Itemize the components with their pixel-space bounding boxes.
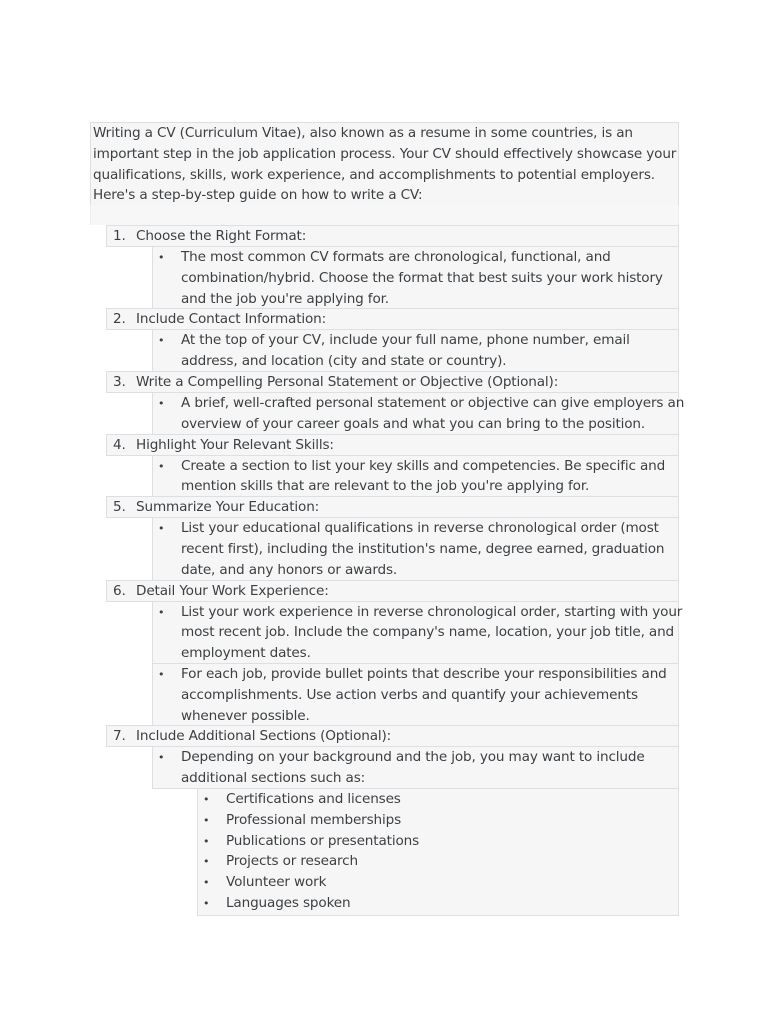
bullet-text [181, 456, 665, 498]
bullet-text [181, 518, 664, 580]
step-title: Include Additional Sections (Optional): [136, 728, 392, 745]
bullet-line: address, and location (city and state or country). [181, 353, 507, 370]
step-item [106, 580, 679, 602]
step-item [106, 225, 679, 247]
sub-list-item: Professional memberships [226, 811, 402, 828]
bullet-text [181, 247, 663, 309]
bullet-glyph: • [203, 855, 210, 869]
bullet-glyph: • [158, 334, 165, 348]
sub-list-item: Projects or research [226, 853, 358, 870]
bullet-text [181, 747, 645, 789]
bullet-text [181, 330, 630, 372]
bullet-glyph: • [158, 522, 165, 536]
bullet-glyph: • [158, 605, 165, 619]
step-number: 6. [113, 582, 126, 599]
bullet-line: combination/hybrid. Choose the format that best suits your work history [181, 269, 663, 286]
step-title: Summarize Your Education: [136, 499, 320, 516]
step-bullet [152, 746, 679, 789]
step-bullet [152, 601, 683, 664]
bullet-glyph: • [203, 813, 210, 827]
bullet-line: For each job, provide bullet points that describe your responsibilities and [181, 666, 667, 682]
bullet-line: date, and any honors or awards. [181, 561, 398, 578]
step-number: 7. [113, 728, 126, 745]
step-bullet [152, 517, 679, 580]
step-number: 1. [113, 228, 126, 244]
bullet-line: mention skills that are relevant to the job you're applying for. [181, 478, 590, 495]
bullet-line: A brief, well-crafted personal statement or objective can give employers an [181, 395, 685, 411]
sub-list-item: Volunteer work [226, 874, 327, 891]
bullet-text [181, 664, 667, 726]
bullet-line: List your educational qualifications in reverse chronological order (most [181, 520, 659, 537]
step-title: Choose the Right Format: [136, 228, 307, 244]
bullet-line: and the job you're applying for. [181, 290, 389, 307]
bullet-line: whenever possible. [181, 707, 310, 724]
bullet-line: recent first), including the institution's name, degree earned, graduation [181, 540, 665, 557]
bullet-glyph: • [203, 876, 210, 890]
bullet-glyph: • [203, 897, 210, 910]
sub-list-item: Publications or presentations [226, 832, 420, 849]
additional-sections-list [197, 788, 679, 916]
spacer-block [90, 205, 679, 225]
intro-line: important step in the job application process. Your CV should effectively showcase your [93, 145, 677, 162]
bullet-line: overview of your career goals and what you can bring to the position. [181, 415, 646, 432]
step-title: Write a Compelling Personal Statement or Objective (Optional): [136, 374, 559, 390]
step-number: 2. [113, 311, 126, 328]
bullet-glyph: • [203, 834, 210, 848]
sub-list-item: Certifications and licenses [226, 791, 401, 807]
step-number: 3. [113, 374, 126, 390]
bullet-line: The most common CV formats are chronological, functional, and [181, 249, 611, 265]
step-title: Include Contact Information: [136, 311, 327, 328]
step-number: 5. [113, 499, 126, 516]
step-number: 4. [113, 436, 126, 453]
bullet-line: accomplishments. Use action verbs and quantify your achievements [181, 686, 638, 703]
intro-paragraph [90, 122, 679, 206]
step-bullet [152, 455, 679, 498]
sub-list-item: Languages spoken [226, 894, 351, 911]
bullet-line: At the top of your CV, include your full name, phone number, email [181, 332, 630, 349]
bullet-glyph: • [158, 668, 165, 681]
intro-line: Writing a CV (Curriculum Vitae), also known as a resume in some countries, is an [93, 125, 633, 141]
step-bullet [152, 663, 679, 726]
step-title: Highlight Your Relevant Skills: [136, 436, 334, 453]
bullet-text [181, 602, 682, 664]
step-item [106, 371, 679, 393]
bullet-line: Depending on your background and the job, you may want to include [181, 749, 645, 766]
step-bullet [152, 246, 679, 309]
bullet-line: Create a section to list your key skills and competencies. Be specific and [181, 457, 666, 474]
bullet-glyph: • [158, 459, 165, 473]
bullet-glyph: • [203, 793, 210, 806]
step-bullet [152, 392, 685, 435]
bullet-line: additional sections such as: [181, 770, 366, 787]
bullet-glyph: • [158, 751, 165, 765]
step-item [106, 496, 679, 518]
step-title: Detail Your Work Experience: [136, 582, 329, 599]
step-item [106, 725, 679, 747]
bullet-line: most recent job. Include the company's name, location, your job title, and [181, 624, 675, 641]
intro-line: qualifications, skills, work experience, and accomplishments to potential employers. [93, 166, 655, 183]
bullet-text [181, 393, 684, 435]
step-item [106, 308, 679, 330]
step-bullet [152, 329, 679, 372]
step-item [106, 434, 679, 456]
intro-line: Here's a step-by-step guide on how to write a CV: [93, 187, 423, 204]
subitem-text [226, 789, 419, 914]
bullet-glyph: • [158, 251, 165, 264]
bullet-line: List your work experience in reverse chronological order, starting with your [181, 603, 683, 620]
bullet-glyph: • [158, 397, 165, 410]
bullet-line: employment dates. [181, 645, 311, 662]
